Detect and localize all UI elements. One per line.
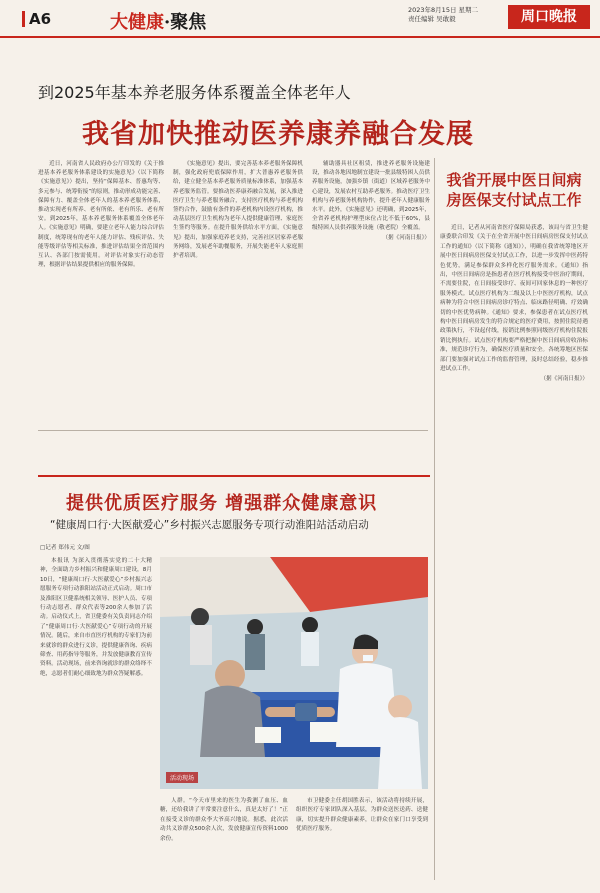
main-headline: 我省加快推动医养康养融合发展 xyxy=(82,119,474,150)
event-photo-illustration xyxy=(160,557,428,789)
sidebar-headline: 我省开展中医日间病房医保支付试点工作 xyxy=(446,171,582,209)
feature-title: 提供优质医疗服务 增强群众健康意识 xyxy=(66,493,378,514)
article-column-3: 辅助器具社区租赁，推进养老服务设施建设，推动各地因地制宜建设一批县级特困人员供养服务设施，加强乡镇（街道）区域养老服务中心建设，发展农村互助养老服务。推动医疗卫生机构与养老服务机构协作，提升老年人健康服务水平。此外，《实施意见》还明确，到2025年，全省养老机构护理型床位占比不低于60%，县级特困人员供养服务设施（敬老院）全覆盖。 （据《河南日报》） xyxy=(312,160,430,420)
sidebar-story xyxy=(440,160,588,880)
event-photo xyxy=(160,557,428,789)
article-column-1: 近日，河南省人民政府办公厅印发的《关于推进基本养老服务体系建设的实施意见》（以下简称《实施意见》）提出，坚持“保障基本、普惠均等、多元参与、统筹衔接”的原则，推动形成功能完善、保障有力、覆盖全体老年人的基本养老服务体系，推动实现老有所养、老有所依、老有所乐、老有所安。到2025年，基本养老服务体系覆盖全体老年人。《实施意见》明确，要建立老年人能力综合评估制度，统筹现有的老年人能力评估、残疾评估、失能等级评估等相关标准，推进评估结果全省范围内互认、各部门按需使用。对评估对象实行动态管理，根据评估结果提供相应的服务保障。 xyxy=(38,161,164,269)
masthead xyxy=(0,0,600,38)
feature-subtitle: “健康周口行·大医献爱心”乡村振兴志愿服务专项行动淮阳站活动启动 xyxy=(50,519,369,531)
sidebar-byline: （据《河南日报》） xyxy=(540,375,588,382)
column-divider xyxy=(434,158,435,880)
feature-credit: □记者 郑伟元 文/图 xyxy=(40,545,90,551)
editor-credit: 责任编辑 吴敢毅 xyxy=(408,15,456,23)
article-column-2: 《实施意见》提出，要完善基本养老服务保障机制，强化政府兜底保障作用，扩大普惠养老服务供给，建立健全基本养老服务质量标准体系，加强基本养老服务监管。要推动医养康养融合发展，深入推进医疗卫生与养老服务融合，支持医疗机构与养老机构签约合作，鼓励有条件的养老机构内设医疗机构，推动基层医疗卫生机构为老年人提供健康管理、家庭医生签约等服务。在提升服务供给水平方面，《实施意见》提出，加强家庭养老支持，完善社区居家养老服务网络，发展老年助餐服务，开展失能老年人家庭照护者培训。 xyxy=(173,161,303,260)
section-title: 大健康·聚焦 xyxy=(110,12,207,33)
article-byline: （据《河南日报》） xyxy=(382,234,430,241)
page-number: A6 xyxy=(22,10,51,28)
section-divider xyxy=(38,430,428,431)
feature-column-2: 人群。“今天市里来的医生为我测了血压、血糖，还给我讲了平常要注意什么，真是太好了！”正在接受义诊的群众李大爷高兴地说。据悉，此次活动共义诊群众500余人次，发放健康宣传资料1000余份。 xyxy=(160,798,288,842)
sidebar-body: 近日，记者从河南省医疗保障局获悉，该局与省卫生健康委联合印发《关于在全省开展中医日间病房医保支付试点工作的通知》（以下简称《通知》），明确在我省统筹地区开展中医日间病房医保支付试点工作，以进一步发挥中医药特色优势，满足参保群众多样化医疗服务需求。《通知》指出，中医日间病房是指患者在医疗机构接受中医治疗期间，不需要住院，在日间接受诊疗、夜间可回家休息的一种医疗服务模式。试点医疗机构为二级及以上中医医疗机构，试点病种为符合中医日间病房诊疗特点、临床路径明确、疗效确切的中医优势病种。《通知》要求，参保患者在试点医疗机构中医日间病房发生的符合规定的医疗费用，按照住院待遇政策执行，不设起付线，报销比例参照同级医疗机构住院报销比例执行。试点医疗机构要严格把握中医日间病房收治标准，规范诊疗行为，确保医疗质量和安全。各统筹地区医保部门要加强对试点工作的监督管理，及时总结经验，稳步推进试点工作。 （据《河南日报》） xyxy=(440,224,588,844)
newspaper-logo: 周口晚报 xyxy=(508,5,590,29)
feature-story xyxy=(38,475,430,875)
photo-caption: 活动现场 xyxy=(166,772,198,783)
feature-column-3: 市卫健委主任胡国胜表示，该活动将持续开展，组织医疗专家团队深入基层，为群众送医送药、送健康，切实提升群众健康素养，让群众在家门口享受到优质医疗服务。 xyxy=(296,798,428,833)
feature-column-1: 本报讯 为深入贯彻落实党的二十大精神，全面助力乡村振兴和健康周口建设，8月10日，“健康周口行·大医献爱心”乡村振兴志愿服务专项行动淮阳站活动正式启动。周口市及淮阳区卫健系统相关领导、医护人员、专项行动志愿者、群众代表等200余人参加了活动。启动仪式上，省卫健委有关负责同志介绍了“健康周口行·大医献爱心”专项行动的开展情况。随后，来自市直医疗机构的专家们为前来就诊的群众进行义诊，提供健康咨询、疾病筛查、用药指导等服务，并发放健康教育宣传资料。活动现场，前来咨询就诊的群众络绎不绝，志愿者们耐心细致地为群众答疑解惑。 xyxy=(40,558,152,677)
headline-kicker: 到2025年基本养老服务体系覆盖全体老年人 xyxy=(38,83,351,102)
issue-date: 2023年8月15日 星期二 xyxy=(408,6,479,14)
issue-info xyxy=(408,6,478,24)
